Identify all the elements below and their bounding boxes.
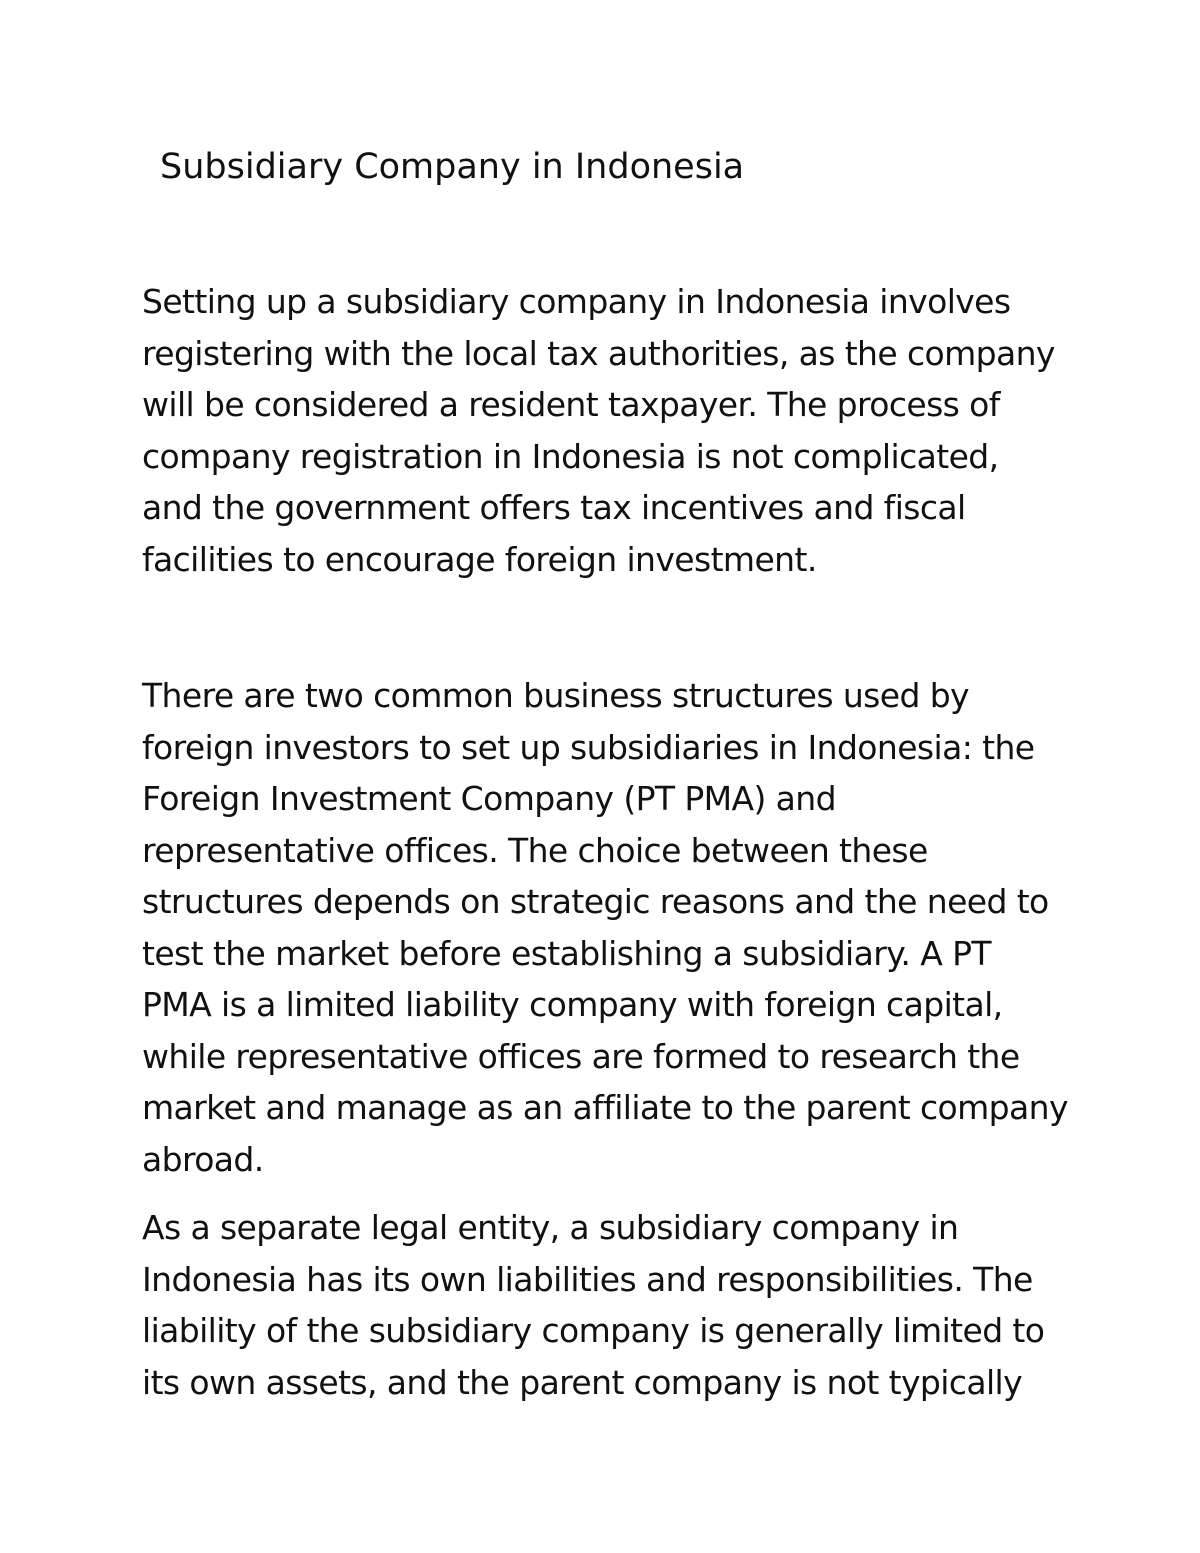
paragraph-line: registering with the local tax authorities, as the company <box>142 333 1055 373</box>
paragraph-line: market and manage as an affiliate to the parent company <box>142 1088 1068 1127</box>
paragraph-line: representative offices. The choice between these <box>142 830 928 870</box>
paragraph-line: There are two common business structures used by <box>142 676 969 715</box>
paragraph-line: will be considered a resident taxpayer. The process of <box>142 385 1000 424</box>
paragraph-line: foreign investors to set up subsidiaries in Indonesia: the <box>142 727 1035 767</box>
paragraph-line: while representative offices are formed to research the <box>142 1036 1020 1076</box>
paragraph-line: As a separate legal entity, a subsidiary company in <box>142 1208 959 1247</box>
paragraph-line: facilities to encourage foreign investment. <box>142 539 817 579</box>
paragraph-line: Foreign Investment Company (PT PMA) and <box>142 779 836 818</box>
paragraph-line: Indonesia has its own liabilities and responsibilities. The <box>142 1259 1033 1299</box>
paragraph-structures <box>142 670 1082 1185</box>
paragraph-legal-entity <box>142 1202 1082 1408</box>
paragraph-line: and the government offers tax incentives and fiscal <box>142 488 966 527</box>
document-title: Subsidiary Company in Indonesia <box>160 147 745 187</box>
paragraph-line: Setting up a subsidiary company in Indonesia involves <box>142 282 1011 321</box>
paragraph-line: liability of the subsidiary company is generally limited to <box>142 1311 1045 1350</box>
paragraph-setup <box>142 276 1082 585</box>
paragraph-line: PMA is a limited liability company with foreign capital, <box>142 985 1003 1024</box>
paragraph-line: abroad. <box>142 1139 264 1179</box>
paragraph-line: test the market before establishing a subsidiary. A PT <box>142 933 991 973</box>
paragraph-line: company registration in Indonesia is not complicated, <box>142 436 999 476</box>
paragraph-line: structures depends on strategic reasons and the need to <box>142 882 1049 921</box>
paragraph-line: its own assets, and the parent company is not typically <box>142 1362 1023 1402</box>
